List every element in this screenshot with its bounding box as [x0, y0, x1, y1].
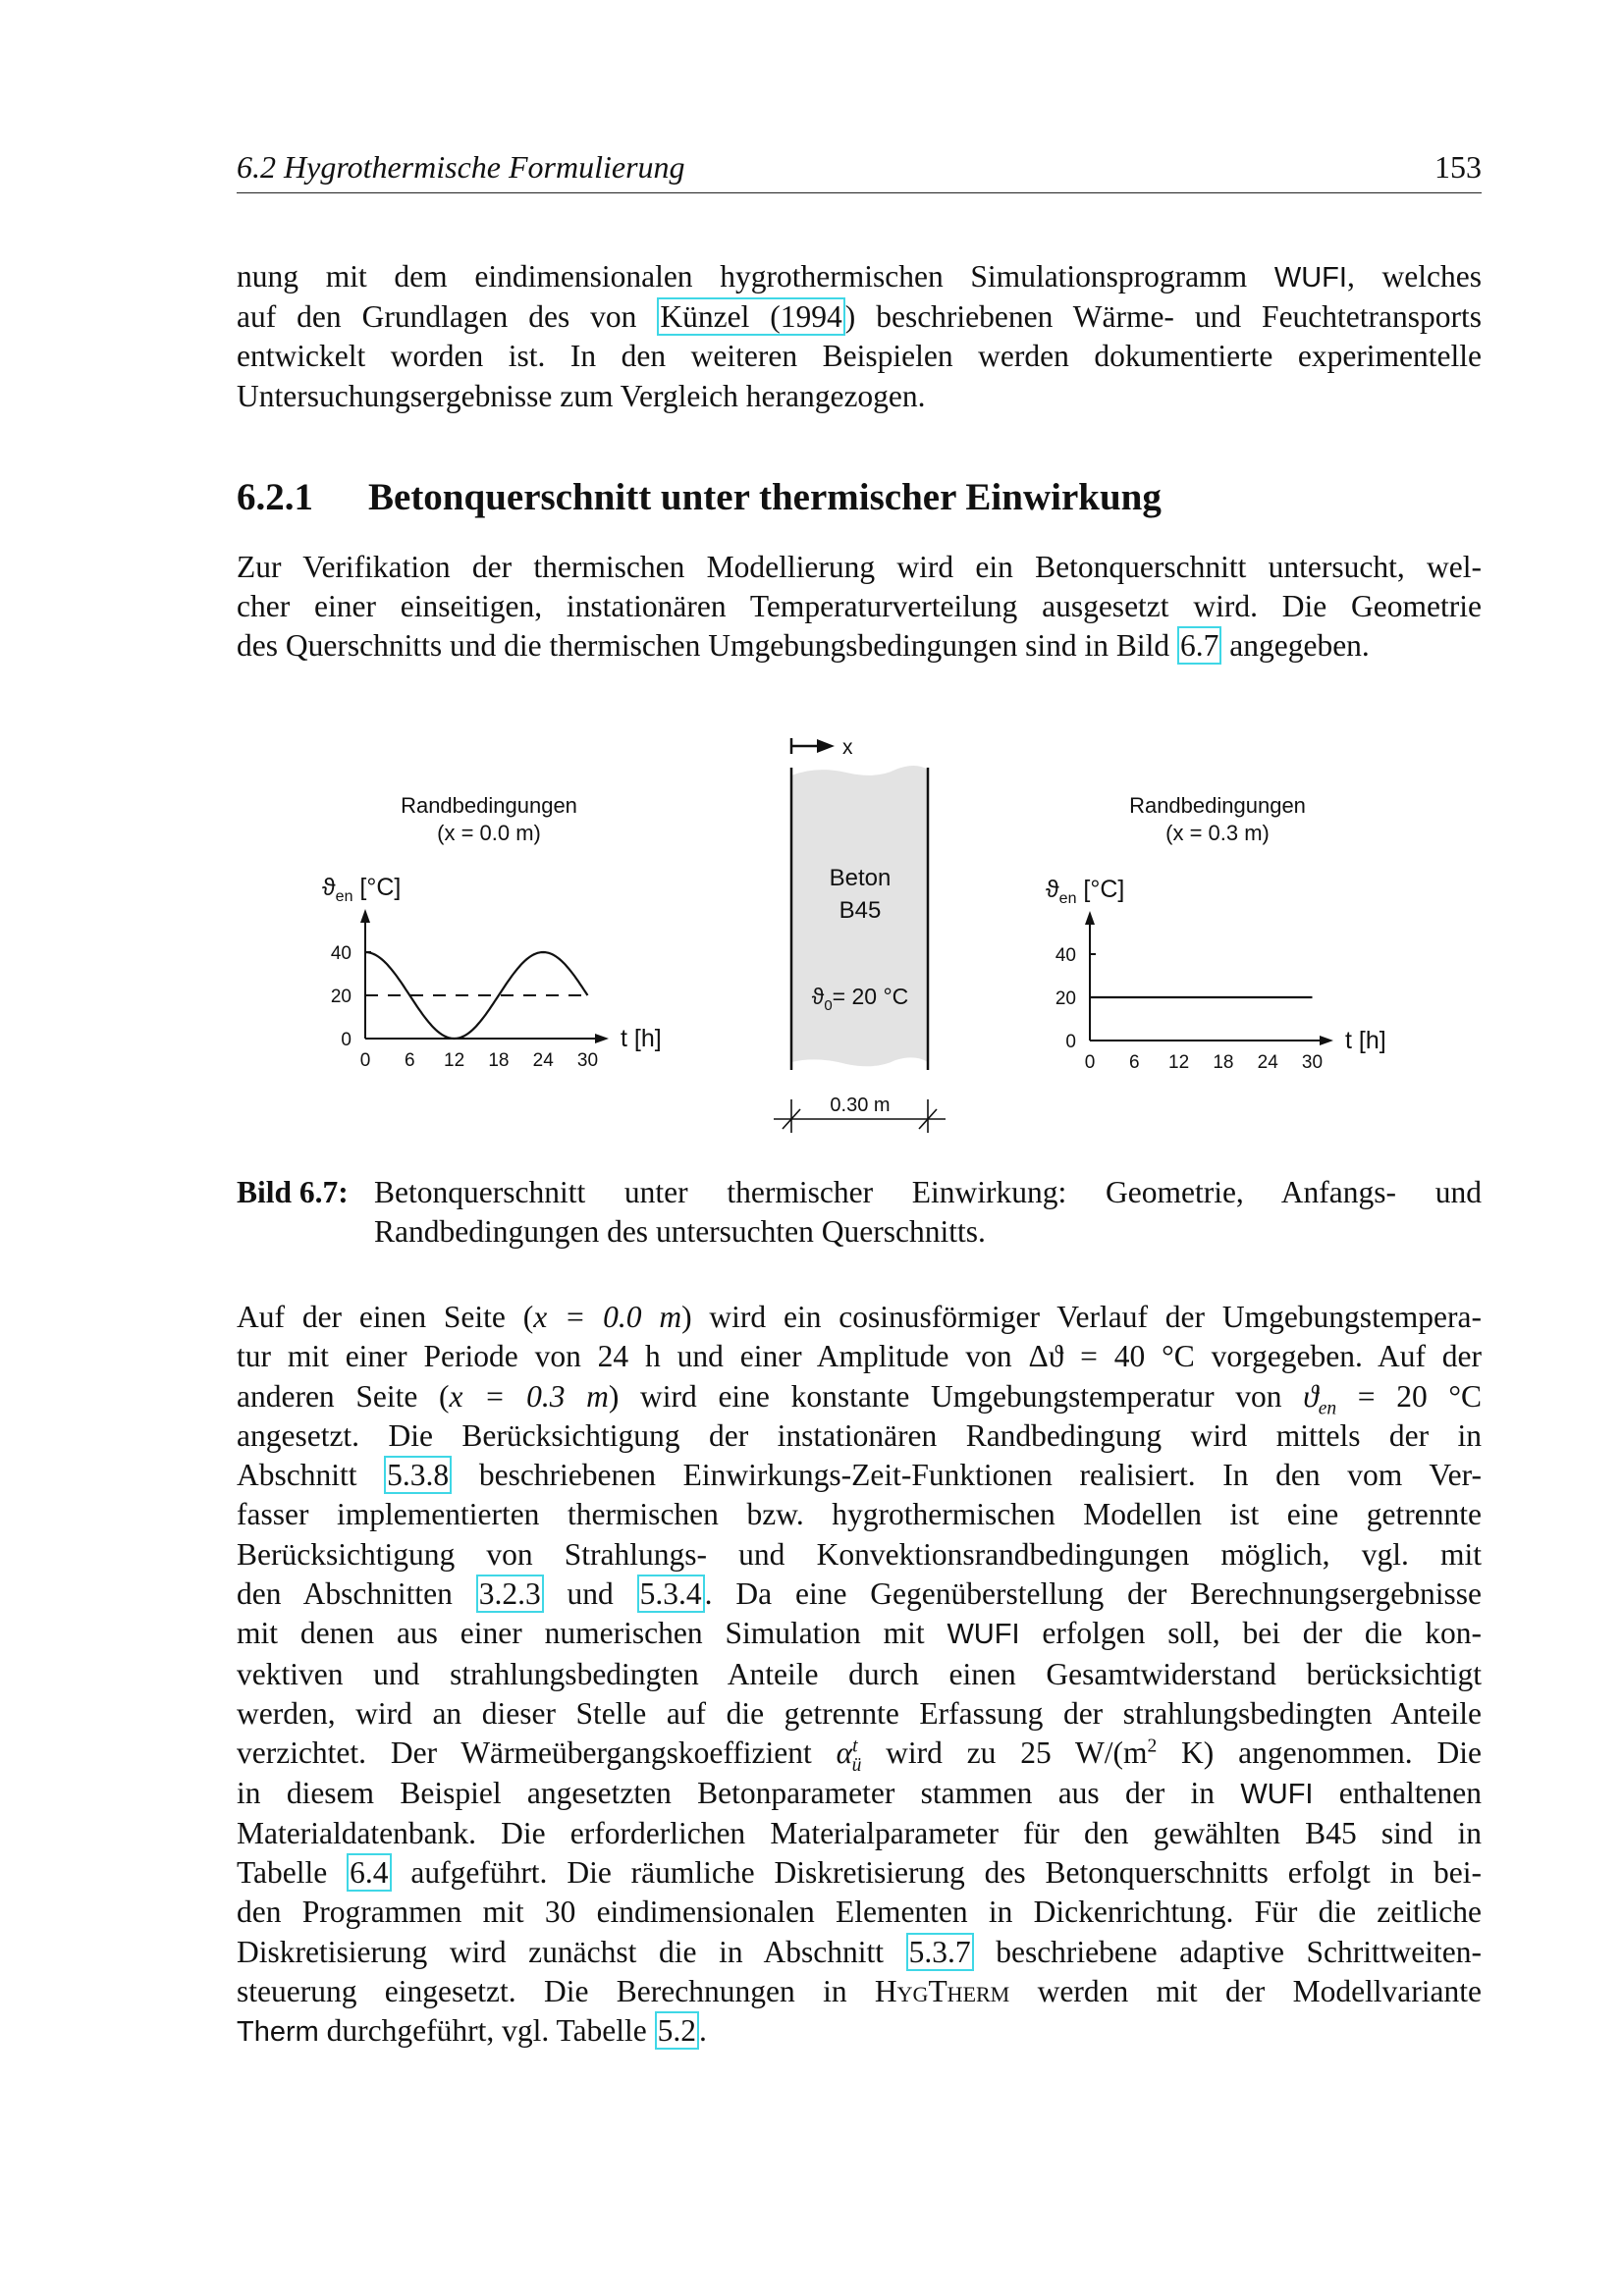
- x-direction-arrow: [817, 739, 835, 753]
- right-xtick-label: 0: [1084, 1052, 1096, 1073]
- section-paragraph: Zur Verifikation der thermischen Modellierung wird ein Betonquerschnitt untersucht, wel- cher einer einseitigen, instationären Temperaturverteilung ausgesetzt wird. Die Geometrie des Querschnitts und die thermischen Umgebungsbedingungen sind in Bild 6.7 angegeben.: [237, 550, 1482, 664]
- left-chart-title-1: Randbedingungen: [401, 793, 577, 818]
- page-number: 153: [1434, 149, 1482, 185]
- left-xtick-label: 6: [405, 1050, 415, 1071]
- left-y-axis-arrow: [360, 909, 370, 923]
- left-xtick-label: 18: [488, 1050, 510, 1071]
- initial-temperature: $ϑ_0= 20$ °C: [811, 984, 909, 1014]
- table-ref-6-4[interactable]: 6.4: [347, 1853, 391, 1892]
- table-ref-5-2[interactable]: 5.2: [655, 2011, 699, 2050]
- section-ref-5-3-7[interactable]: 5.3.7: [906, 1933, 974, 1971]
- caption-text: Betonquerschnitt unter thermischer Einwirkung: Geometrie, Anfangs- und Randbedingungen des untersuchten Querschnitts.: [374, 1175, 1482, 1249]
- left-ytick-label: 20: [330, 987, 352, 1007]
- right-chart-title-2: (x = 0.3 m): [1165, 821, 1270, 845]
- right-ytick-label: 40: [1055, 945, 1076, 966]
- right-xlabel: t [h]: [1345, 1027, 1386, 1054]
- section-ref-5-3-8[interactable]: 5.3.8: [384, 1456, 452, 1494]
- figure-6-7: [285, 717, 1502, 1148]
- right-xtick-label: 30: [1301, 1052, 1324, 1073]
- right-y-axis-arrow: [1085, 911, 1095, 925]
- section-ref-3-2-3[interactable]: 3.2.3: [476, 1575, 544, 1613]
- right-xtick-label: 12: [1168, 1052, 1190, 1073]
- right-chart-ylabel: $ϑ_{en}$ [°C]: [1046, 876, 1125, 907]
- left-xtick-label: 12: [444, 1050, 465, 1071]
- thickness-label: 0.30 m: [830, 1095, 891, 1116]
- left-xtick-label: 0: [359, 1050, 371, 1071]
- running-header: [237, 149, 1482, 193]
- left-xlabel: t [h]: [621, 1025, 662, 1052]
- left-ytick-label: 40: [330, 943, 352, 964]
- section-heading: [237, 475, 1162, 519]
- section-ref-5-3-4[interactable]: 5.3.4: [637, 1575, 705, 1613]
- body-paragraph: Auf der einen Seite (x = 0.0 m) wird ein cosinusförmiger Verlauf der Umgebungstempera- tur mit einer Periode von 24 h und einer Amplitude von Δϑ = 40 °C vorgegeben. Auf der anderen Seite (x = 0.3 m) wird eine konstante Umgebungstemperatur von $ϑ_{en} = 20$ °C angesetzt. Die Berücksichtigung der instationären Randbedingung wird mittels der in Abschnitt 5.3.8 beschriebenen Einwirkungs-Zeit-Funktionen realisiert. In den vom Ver- fasser implementierten thermischen bzw. hygrothermischen Modellen ist eine getrennte Berücksichtigung von Strahlungs- und Konvektionsrandbedingungen möglich, vgl. mit den Abschnitten 3.2.3 und 5.3.4. Da eine Gegenüberstellung der Berechnungsergebnisse mit denen aus einer numerischen Simulation mit WUFI erfolgen soll, bei der die kon- vektiven und strahlungsbedingten Anteile durch einen Gesamtwiderstand berücksichtigt werden, wird an dieser Stelle auf die getrennte Erfassung der strahlungsbedingten Anteile verzichtet. Der Wärmeübergangskoeffizient $\alpha^t_ü$ wird zu 25 $W/(m^2$ K) angenommen. Die in diesem Beispiel angesetzten Betonparameter stammen aus der in WUFI enthaltenen Materialdatenbank. Die erforderlichen Materialparameter für den gewählten B45 sind in Tabelle 6.4 aufgeführt. Die räumliche Diskretisierung des Betonquerschnitts erfolgt in bei- den Programmen mit 30 eindimensionalen Elementen in Dickenrichtung. Für die zeitliche Diskretisierung wird zunächst die in Abschnitt 5.3.7 beschriebene adaptive Schrittweiten- steuerung eingesetzt. Die Berechnungen in HygTherm werden mit der Modellvariante Therm durchgeführt, vgl. Tabelle 5.2.: [237, 1300, 1482, 2049]
- material-label-1: Beton: [829, 865, 892, 891]
- intro-paragraph: nung mit dem eindimensionalen hygrothermischen Simulationsprogramm WUFI, welches auf den Grundlagen des von Künzel (1994) beschriebenen Wärme- und Feuchtetransports entwickelt worden ist. In den weiteren Beispielen werden dokumentierte experimentelle Untersuchungsergebnisse zum Vergleich herangezogen.: [237, 259, 1483, 413]
- right-xtick-label: 6: [1129, 1052, 1140, 1073]
- right-ytick-label: 20: [1055, 988, 1076, 1009]
- right-x-axis-arrow: [1320, 1036, 1333, 1045]
- left-x-axis-arrow: [595, 1034, 609, 1043]
- header-section-title: 6.2 Hygrothermische Formulierung: [237, 149, 685, 185]
- caption-label: Bild 6.7:: [237, 1175, 349, 1209]
- left-chart-title-2: (x = 0.0 m): [437, 821, 541, 845]
- figure-svg: [285, 717, 1502, 1148]
- left-xtick-label: 30: [576, 1050, 599, 1071]
- section-title: Betonquerschnitt unter thermischer Einwirkung: [368, 476, 1162, 518]
- left-xtick-label: 24: [532, 1050, 554, 1071]
- right-xtick-label: 18: [1213, 1052, 1234, 1073]
- left-ytick-label: 0: [341, 1030, 352, 1050]
- x-direction-label: x: [842, 736, 853, 759]
- citation-link[interactable]: Künzel (1994: [657, 297, 844, 336]
- material-label-2: B45: [839, 897, 882, 924]
- right-chart-title-1: Randbedingungen: [1129, 793, 1306, 818]
- software-name: WUFI: [1273, 262, 1347, 294]
- left-chart-ylabel: $ϑ_{en}$ [°C]: [322, 874, 402, 905]
- right-xtick-label: 24: [1257, 1052, 1278, 1073]
- right-ytick-label: 0: [1065, 1032, 1076, 1052]
- section-number: 6.2.1: [237, 476, 313, 518]
- figure-ref-link[interactable]: 6.7: [1177, 626, 1221, 665]
